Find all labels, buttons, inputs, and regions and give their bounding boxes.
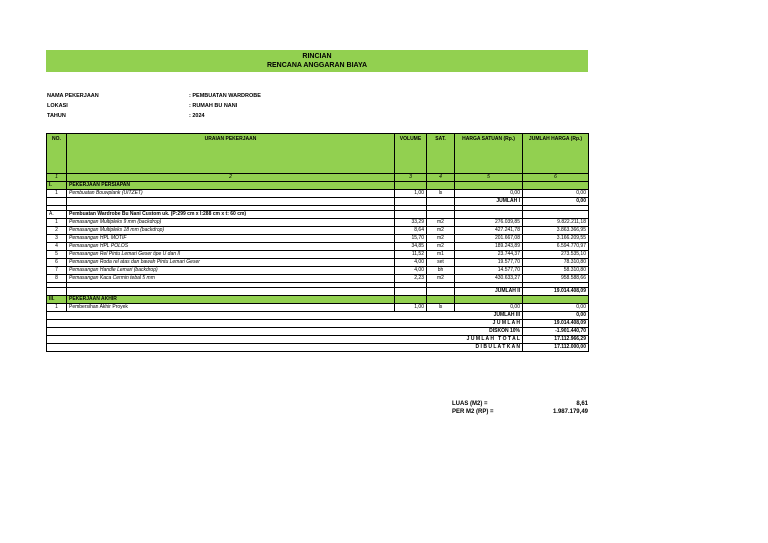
row-jumlah: 58.310,80 — [523, 267, 589, 275]
row-vol: 15,70 — [395, 235, 427, 243]
summary-value: 1.987.179,49 — [552, 409, 588, 415]
total-row — [47, 344, 589, 352]
table-row — [47, 227, 589, 235]
row-harga: 430.633,27 — [455, 275, 523, 283]
section-no: I. — [47, 182, 67, 190]
subtotal-label: JUMLAH II — [455, 288, 523, 296]
table-row — [47, 275, 589, 283]
header-no: NO. — [47, 134, 67, 174]
row-vol: 33,29 — [395, 219, 427, 227]
row-no: 5 — [47, 251, 67, 259]
subtotal-value: 0,00 — [523, 312, 589, 320]
col-number: 1 — [47, 174, 67, 182]
row-desc: Pemasangan Roda rel atas dan bawah Pintu Lemari Geser — [67, 259, 395, 267]
info-label: LOKASI — [47, 103, 68, 109]
total-label: D I B U L A T K A N — [47, 344, 523, 352]
row-desc: Pembuatan Bouwplank (UITZET) — [67, 190, 395, 198]
row-desc: Pemasangan Kaca Cermin tebal 5 mm — [67, 275, 395, 283]
row-no: 1 — [47, 190, 67, 198]
subtotal-label: JUMLAH III — [47, 312, 523, 320]
section-row — [47, 182, 589, 190]
row-jumlah: 6.594.770,97 — [523, 243, 589, 251]
row-desc: Pemasangan HPL POLOS — [67, 243, 395, 251]
section-row — [47, 211, 589, 219]
total-label: J U M L A H — [47, 320, 523, 328]
total-label: J U M L A H T O T A L — [47, 336, 523, 344]
row-jumlah: 78.310,80 — [523, 259, 589, 267]
subtotal-row — [47, 288, 589, 296]
total-row — [47, 336, 589, 344]
row-vol: 34,85 — [395, 243, 427, 251]
row-jumlah: 0,00 — [523, 304, 589, 312]
row-no: 1 — [47, 304, 67, 312]
row-desc: Pemasangan Handle Lemari (backdrop) — [67, 267, 395, 275]
row-desc: Pemasangan HPL MOTIF — [67, 235, 395, 243]
col-number: 6 — [523, 174, 589, 182]
row-harga: 189.243,89 — [455, 243, 523, 251]
row-harga: 276.039,85 — [455, 219, 523, 227]
info-label: NAMA PEKERJAAN — [47, 93, 99, 99]
table-row — [47, 190, 589, 198]
col-number: 4 — [427, 174, 455, 182]
row-no: 2 — [47, 227, 67, 235]
row-jumlah: 273.535,10 — [523, 251, 589, 259]
summary-label: LUAS (M2) = — [452, 401, 488, 407]
subtotal-value: 0,00 — [523, 198, 589, 206]
total-value: 17.112.966,29 — [523, 336, 589, 344]
row-vol: 2,23 — [395, 275, 427, 283]
row-jumlah: 0,00 — [523, 190, 589, 198]
col-number: 2 — [67, 174, 395, 182]
section-title: PEKERJAAN PERSIAPAN — [67, 182, 395, 190]
table-row — [47, 219, 589, 227]
total-value: 19.014.408,09 — [523, 320, 589, 328]
row-no: 3 — [47, 235, 67, 243]
total-row — [47, 328, 589, 336]
subtotal-row — [47, 312, 589, 320]
info-value: : PEMBUATAN WARDROBE — [189, 93, 261, 99]
section-title: PEKERJAAN AKHIR — [67, 296, 395, 304]
row-harga: 0,00 — [455, 190, 523, 198]
title-line2: RENCANA ANGGARAN BIAYA — [266, 62, 368, 69]
total-value: 17.112.000,00 — [523, 344, 589, 352]
row-vol: 4,00 — [395, 267, 427, 275]
section-no: A. — [47, 211, 67, 219]
row-harga: 0,00 — [455, 304, 523, 312]
row-harga: 19.577,70 — [455, 259, 523, 267]
row-sat: m2 — [427, 219, 455, 227]
total-label: DISKON 10% — [47, 328, 523, 336]
table-row — [47, 243, 589, 251]
col-number: 3 — [395, 174, 427, 182]
summary-label: PER M2 (RP) = — [452, 409, 494, 415]
info-value: : RUMAH BU NANI — [189, 103, 238, 109]
row-jumlah: 3.863.366,95 — [523, 227, 589, 235]
title-banner — [46, 50, 588, 72]
row-no: 7 — [47, 267, 67, 275]
cost-table — [46, 133, 589, 352]
row-sat: ls — [427, 304, 455, 312]
row-desc: Pemasangan Rel Pintu Lemari Geser tipe U dan II — [67, 251, 395, 259]
row-vol: 8,64 — [395, 227, 427, 235]
table-row — [47, 251, 589, 259]
row-sat: ls — [427, 190, 455, 198]
section-row — [47, 296, 589, 304]
total-row — [47, 320, 589, 328]
col-number: 5 — [455, 174, 523, 182]
section-title: Pembuatan Wardrobe Bu Nani Custom uk. (P:299 cm x l:288 cm x t: 60 cm) — [67, 211, 395, 219]
info-value: : 2024 — [189, 113, 205, 119]
row-desc: Pemasangan Multipleks 18 mm (backdrop) — [67, 227, 395, 235]
row-sat: m2 — [427, 275, 455, 283]
row-vol: 1,00 — [395, 304, 427, 312]
row-harga: 14.577,70 — [455, 267, 523, 275]
row-no: 6 — [47, 259, 67, 267]
row-harga: 201.667,08 — [455, 235, 523, 243]
row-vol: 4,00 — [395, 259, 427, 267]
column-number-row — [47, 174, 589, 182]
row-no: 4 — [47, 243, 67, 251]
row-sat: bh — [427, 267, 455, 275]
row-no: 1 — [47, 219, 67, 227]
header-sat: SAT. — [427, 134, 455, 174]
row-no: 8 — [47, 275, 67, 283]
table-row — [47, 267, 589, 275]
row-sat: m2 — [427, 227, 455, 235]
row-sat: set — [427, 259, 455, 267]
section-no: III. — [47, 296, 67, 304]
row-jumlah: 9.822.211,18 — [523, 219, 589, 227]
row-desc: Pemasangan Multipleks 9 mm (backdrop) — [67, 219, 395, 227]
subtotal-row — [47, 198, 589, 206]
row-jumlah: 958.588,66 — [523, 275, 589, 283]
row-harga: 23.744,37 — [455, 251, 523, 259]
header-uraian: URAIAN PEKERJAAN — [67, 134, 395, 174]
row-harga: 427.241,78 — [455, 227, 523, 235]
header-harga: HARGA SATUAN (Rp.) — [455, 134, 523, 174]
info-label: TAHUN — [47, 113, 66, 119]
subtotal-value: 19.014.408,09 — [523, 288, 589, 296]
table-row — [47, 304, 589, 312]
subtotal-label: JUMLAH I — [455, 198, 523, 206]
row-vol: 1,00 — [395, 190, 427, 198]
table-header — [47, 134, 589, 174]
summary-value: 8,61 — [576, 401, 588, 407]
header-jumlah: JUMLAH HARGA (Rp.) — [523, 134, 589, 174]
header-volume: VOLUME — [395, 134, 427, 174]
table-row — [47, 235, 589, 243]
row-sat: m1 — [427, 251, 455, 259]
row-desc: Pembersihan Akhir Proyek — [67, 304, 395, 312]
row-vol: 11,52 — [395, 251, 427, 259]
table-row — [47, 259, 589, 267]
total-value: -1.901.440,70 — [523, 328, 589, 336]
row-sat: m2 — [427, 235, 455, 243]
row-sat: m2 — [427, 243, 455, 251]
title-line1: RINCIAN — [302, 53, 332, 60]
row-jumlah: 3.166.209,55 — [523, 235, 589, 243]
